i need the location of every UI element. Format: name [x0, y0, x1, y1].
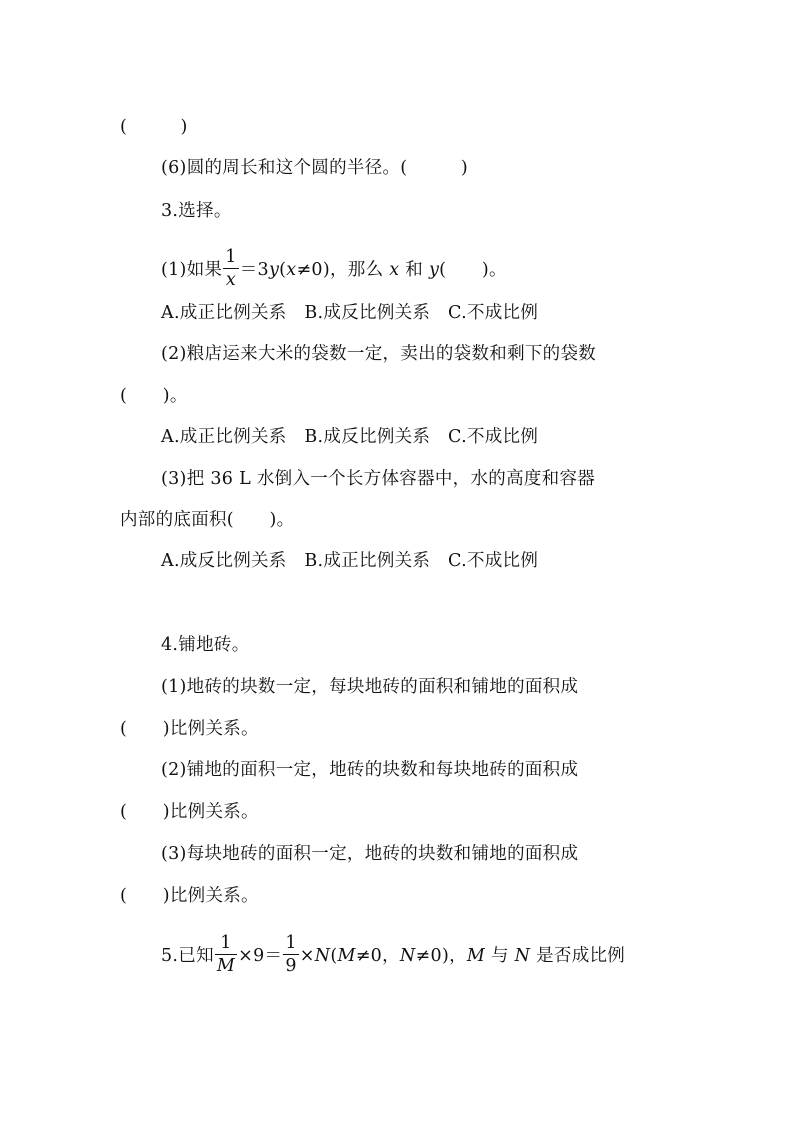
q31-var-x: x [286, 260, 297, 281]
q5-and: 与 [485, 946, 515, 967]
question-3-2-line: (2)粮店运来大米的袋数一定，卖出的袋数和剩下的袋数 [161, 344, 597, 364]
q5-times: × [299, 946, 315, 967]
q5-var-n-2: N [399, 946, 416, 967]
fraction-numerator: 1 [220, 933, 232, 953]
question-3-3-line: (3)把 36 L 水倒入一个长方体容器中，水的高度和容器 [161, 469, 596, 489]
q31-paren: ( [279, 260, 287, 281]
q5-neq-1: ≠0， [355, 946, 400, 967]
q31-equals: ＝3 [239, 260, 269, 281]
fraction-denominator: M [216, 956, 236, 977]
question-4-2-blank: ( )比例关系。 [120, 802, 259, 822]
fraction-numerator: 1 [285, 933, 297, 953]
section-4-heading: 4.铺地砖。 [161, 635, 250, 655]
fraction-denominator: x [225, 270, 237, 291]
q31-and: 和 [399, 260, 429, 281]
question-3-2-blank: ( )。 [120, 386, 188, 406]
q31-var-y-2: y [428, 260, 440, 281]
q5-var-m-2: M [466, 946, 486, 967]
q31-var-y: y [268, 260, 280, 281]
q31-var-x-2: x [389, 260, 400, 281]
q31-prefix: (1)如果 [161, 260, 223, 281]
question-4-3-blank: ( )比例关系。 [120, 886, 259, 906]
question-4-1-line: (1)地砖的块数一定，每块地砖的面积和铺地的面积成 [161, 677, 579, 697]
q5-prefix: 5.已知 [161, 946, 214, 967]
q5-neq-2: ≠0)， [415, 946, 467, 967]
q5-var-n-3: N [514, 946, 531, 967]
q5-paren: ( [330, 946, 338, 967]
section-3-heading: 3.选择。 [161, 201, 232, 221]
q5-tail: 是否成比例 [530, 946, 626, 967]
question-3-3-continuation: 内部的底面积( )。 [120, 510, 295, 530]
question-6-line: (6)圆的周长和这个圆的半径。( ) [161, 158, 468, 178]
question-3-2-options: A.成正比例关系 B.成反比例关系 C.不成比例 [161, 427, 539, 447]
answer-blank-line: ( ) [120, 117, 188, 137]
q5-times-9: ×9＝ [238, 946, 283, 967]
question-3-3-options: A.成反比例关系 B.成正比例关系 C.不成比例 [161, 551, 539, 571]
question-4-2-line: (2)铺地的面积一定，地砖的块数和每块地砖的面积成 [161, 760, 579, 780]
fraction-denominator: 9 [285, 956, 297, 977]
question-4-1-blank: ( )比例关系。 [120, 719, 259, 739]
question-3-1-line [161, 248, 507, 293]
q5-var-n: N [314, 946, 331, 967]
question-4-3-line: (3)每块地砖的面积一定，地砖的块数和铺地的面积成 [161, 844, 579, 864]
question-5-line [161, 934, 625, 979]
q31-blank: ( )。 [439, 260, 507, 281]
fraction-1-over-M [215, 932, 237, 977]
fraction-1-over-9 [283, 932, 298, 977]
fraction-1-over-x [223, 246, 238, 291]
question-3-1-options: A.成正比例关系 B.成反比例关系 C.不成比例 [161, 303, 539, 323]
q5-var-m: M [337, 946, 356, 967]
fraction-numerator: 1 [225, 247, 237, 267]
q31-neq: ≠0)，那么 [296, 260, 390, 281]
